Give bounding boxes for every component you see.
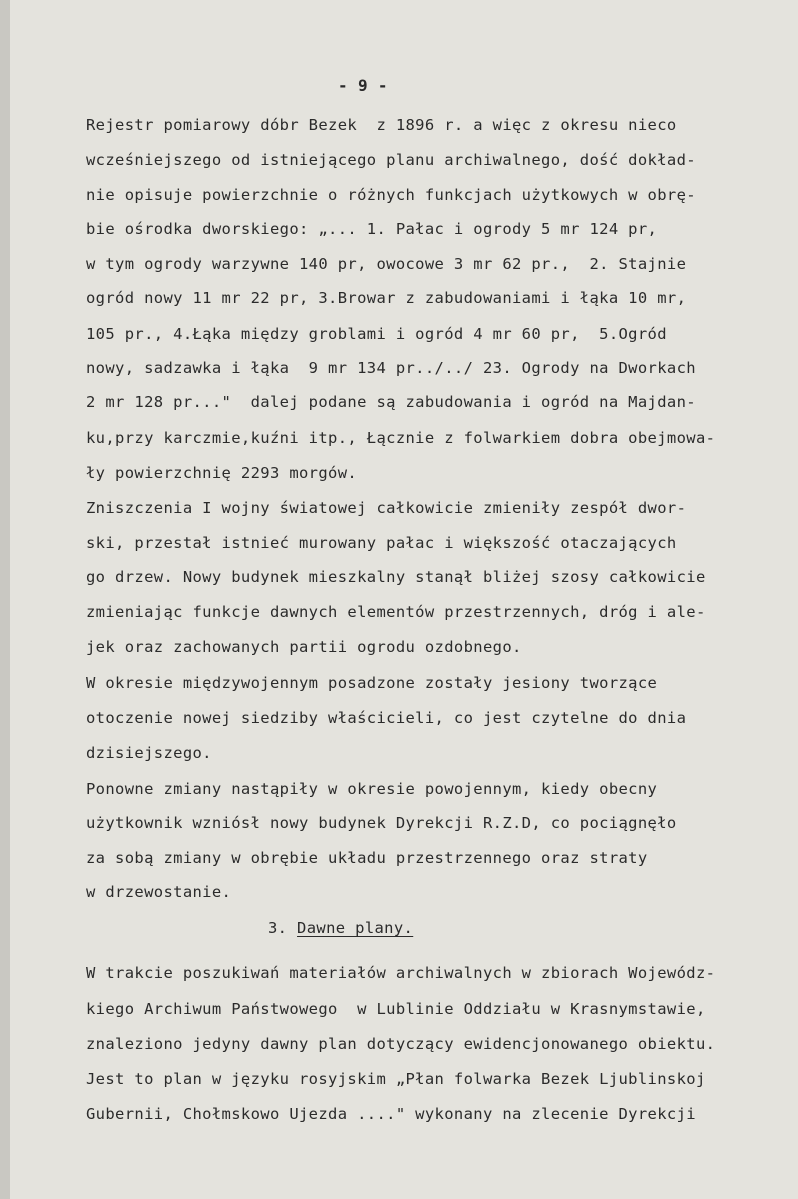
text-line: W trakcie poszukiwań materiałów archiwalnych w zbiorach Wojewódz-: [86, 964, 716, 982]
text-line: dzisiejszego.: [86, 744, 212, 762]
text-line: w drzewostanie.: [86, 883, 232, 901]
text-line: 105 pr., 4.Łąka między groblami i ogród 4 mr 60 pr, 5.Ogród: [86, 325, 667, 343]
text-line: w tym ogrody warzywne 140 pr, owocowe 3 mr 62 pr., 2. Stajnie: [86, 255, 687, 273]
text-line: kiego Archiwum Państwowego w Lublinie Oddziału w Krasnymstawie,: [86, 1000, 706, 1018]
text-line: Zniszczenia I wojny światowej całkowicie zmieniły zespół dwor-: [86, 499, 687, 517]
text-line: zmieniając funkcje dawnych elementów przestrzennych, dróg i ale-: [86, 603, 706, 621]
text-line: za sobą zmiany w obrębie układu przestrzennego oraz straty: [86, 849, 648, 867]
text-line: użytkownik wzniósł nowy budynek Dyrekcji R.Z.D, co pociągnęło: [86, 814, 677, 832]
section-number: 3.: [268, 919, 298, 937]
text-line: bie ośrodka dworskiego: „... 1. Pałac i ogrody 5 mr 124 pr,: [86, 220, 658, 238]
text-line: nowy, sadzawka i łąka 9 mr 134 pr../../ 23. Ogrody na Dworkach: [86, 359, 696, 377]
page-edge-shadow: [0, 0, 10, 1199]
text-line: nie opisuje powierzchnie o różnych funkcjach użytkowych w obrę-: [86, 186, 696, 204]
text-line: Ponowne zmiany nastąpiły w okresie powojennym, kiedy obecny: [86, 780, 658, 798]
text-line: znaleziono jedyny dawny plan dotyczący ewidencjonowanego obiektu.: [86, 1035, 716, 1053]
text-line: ogród nowy 11 mr 22 pr, 3.Browar z zabudowaniami i łąka 10 mr,: [86, 289, 687, 307]
page-number: - 9 -: [338, 76, 388, 95]
text-line: 2 mr 128 pr..." dalej podane są zabudowania i ogród na Majdan-: [86, 393, 696, 411]
section-heading: [268, 918, 413, 938]
text-line: ły powierzchnię 2293 morgów.: [86, 464, 358, 482]
text-line: go drzew. Nowy budynek mieszkalny stanął bliżej szosy całkowicie: [86, 568, 706, 586]
text-line: Jest to plan w języku rosyjskim „Płan folwarka Bezek Ljublinskoj: [86, 1070, 706, 1088]
text-line: Gubernii, Chołmskowo Ujezda ...." wykonany na zlecenie Dyrekcji: [86, 1105, 696, 1123]
text-line: ku,przy karczmie,kuźni itp., Łącznie z folwarkiem dobra obejmowa-: [86, 429, 716, 447]
text-line: W okresie międzywojennym posadzone zostały jesiony tworzące: [86, 674, 658, 692]
text-line: ski, przestał istnieć murowany pałac i większość otaczających: [86, 534, 677, 552]
text-line: jek oraz zachowanych partii ogrodu ozdobnego.: [86, 638, 522, 656]
section-title: Dawne plany.: [297, 919, 414, 937]
text-line: otoczenie nowej siedziby właścicieli, co jest czytelne do dnia: [86, 709, 687, 727]
text-line: Rejestr pomiarowy dóbr Bezek z 1896 r. a więc z okresu nieco: [86, 116, 677, 134]
text-line: wcześniejszego od istniejącego planu archiwalnego, dość dokład-: [86, 151, 696, 169]
